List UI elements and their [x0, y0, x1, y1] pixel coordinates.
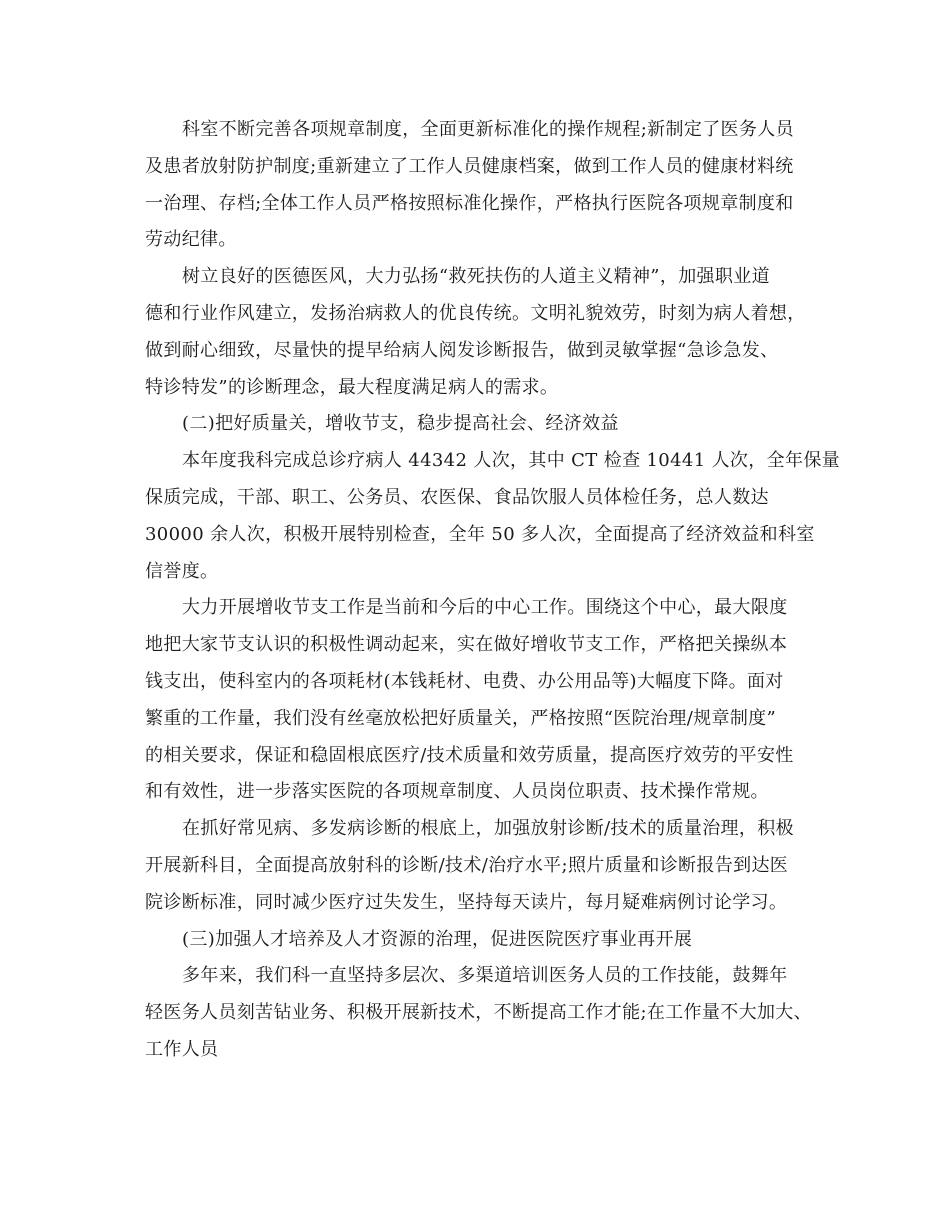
section-heading: (三)加强人才培养及人才资源的治理，促进医院医疗事业再开展 — [182, 928, 693, 950]
section-heading-talent — [145, 922, 815, 959]
text-line: 地把大家节支认识的积极性调动起来，实在做好增收节支工作，严格把关操纵本 — [145, 634, 788, 656]
text-line: 劳动纪律。 — [145, 229, 237, 251]
text-line: 做到耐心细致，尽量快的提早给病人阅发诊断报告，做到灵敏掌握“急诊急发、 — [145, 339, 779, 361]
text-line: 30000 余人次，积极开展特别检查，全年 50 多人次，全面提高了经济效益和科室 — [145, 523, 815, 545]
text-line: 钱支出，使科室内的各项耗材(本钱耗材、电费、办公用品等)大幅度下降。面对 — [145, 670, 784, 692]
text-line: 和有效性，进一步落实医院的各项规章制度、人员岗位职责、技术操作常规。 — [145, 781, 769, 803]
text-line: 德和行业作风建立，发扬治病救人的优良传统。文明礼貌效劳，时刻为病人着想， — [145, 302, 806, 324]
section-heading: (二)把好质量关，增收节支，稳步提高社会、经济效益 — [182, 413, 619, 435]
document-body — [145, 112, 841, 1069]
text-line: 及患者放射防护制度;重新建立了工作人员健康档案，做到工作人员的健康材料统 — [145, 155, 794, 177]
paragraph-cost-saving — [145, 590, 815, 811]
paragraph-annual-statistics — [145, 443, 841, 590]
text-line: 院诊断标准，同时减少医疗过失发生，坚持每天读片，每月疑难病例讨论学习。 — [145, 891, 788, 913]
text-line: 开展新科目，全面提高放射科的诊断/技术/治疗水平;照片质量和诊断报告到达医 — [145, 854, 789, 876]
paragraph-diagnosis-quality — [145, 811, 815, 921]
text-line: 科室不断完善各项规章制度，全面更新标准化的操作规程;新制定了医务人员 — [182, 119, 794, 140]
text-line: 的相关要求，保证和稳固根底医疗/技术质量和效劳质量，提高医疗效劳的平安性 — [145, 744, 794, 766]
text-line: 本年度我科完成总诊疗病人 44342 人次，其中 CT 检查 10441 人次，全年保量 — [182, 450, 841, 472]
text-line: 多年来，我们科一直坚持多层次、多渠道培训医务人员的工作技能，鼓舞年 — [182, 965, 788, 987]
text-line: 信誉度。 — [145, 560, 219, 582]
text-line: 特诊特发”的诊断理念，最大程度满足病人的需求。 — [145, 376, 559, 398]
paragraph-rules-system — [145, 112, 815, 259]
paragraph-staff-training — [145, 958, 815, 1068]
text-line: 一治理、存档;全体工作人员严格按照标准化操作，严格执行医院各项规章制度和 — [145, 192, 794, 214]
text-line: 繁重的工作量，我们没有丝毫放松把好质量关，严格按照“医院治理/规章制度” — [145, 707, 777, 729]
section-heading-quality — [145, 406, 815, 443]
text-line: 在抓好常见病、多发病诊断的根底上，加强放射诊断/技术的质量治理，积极 — [182, 818, 794, 840]
text-line: 轻医务人员刻苦钻业务、积极开展新技术，不断提高工作才能;在工作量不大加大、 — [145, 1002, 813, 1024]
text-line: 工作人员 — [145, 1038, 219, 1060]
text-line: 大力开展增收节支工作是当前和今后的中心工作。围绕这个中心，最大限度 — [182, 597, 788, 619]
text-line: 树立良好的医德医风，大力弘扬“救死扶伤的人道主义精神”，加强职业道 — [182, 266, 770, 288]
paragraph-medical-ethics — [145, 259, 815, 406]
text-line: 保质完成，干部、职工、公务员、农医保、食品饮服人员体检任务，总人数达 — [145, 486, 769, 508]
